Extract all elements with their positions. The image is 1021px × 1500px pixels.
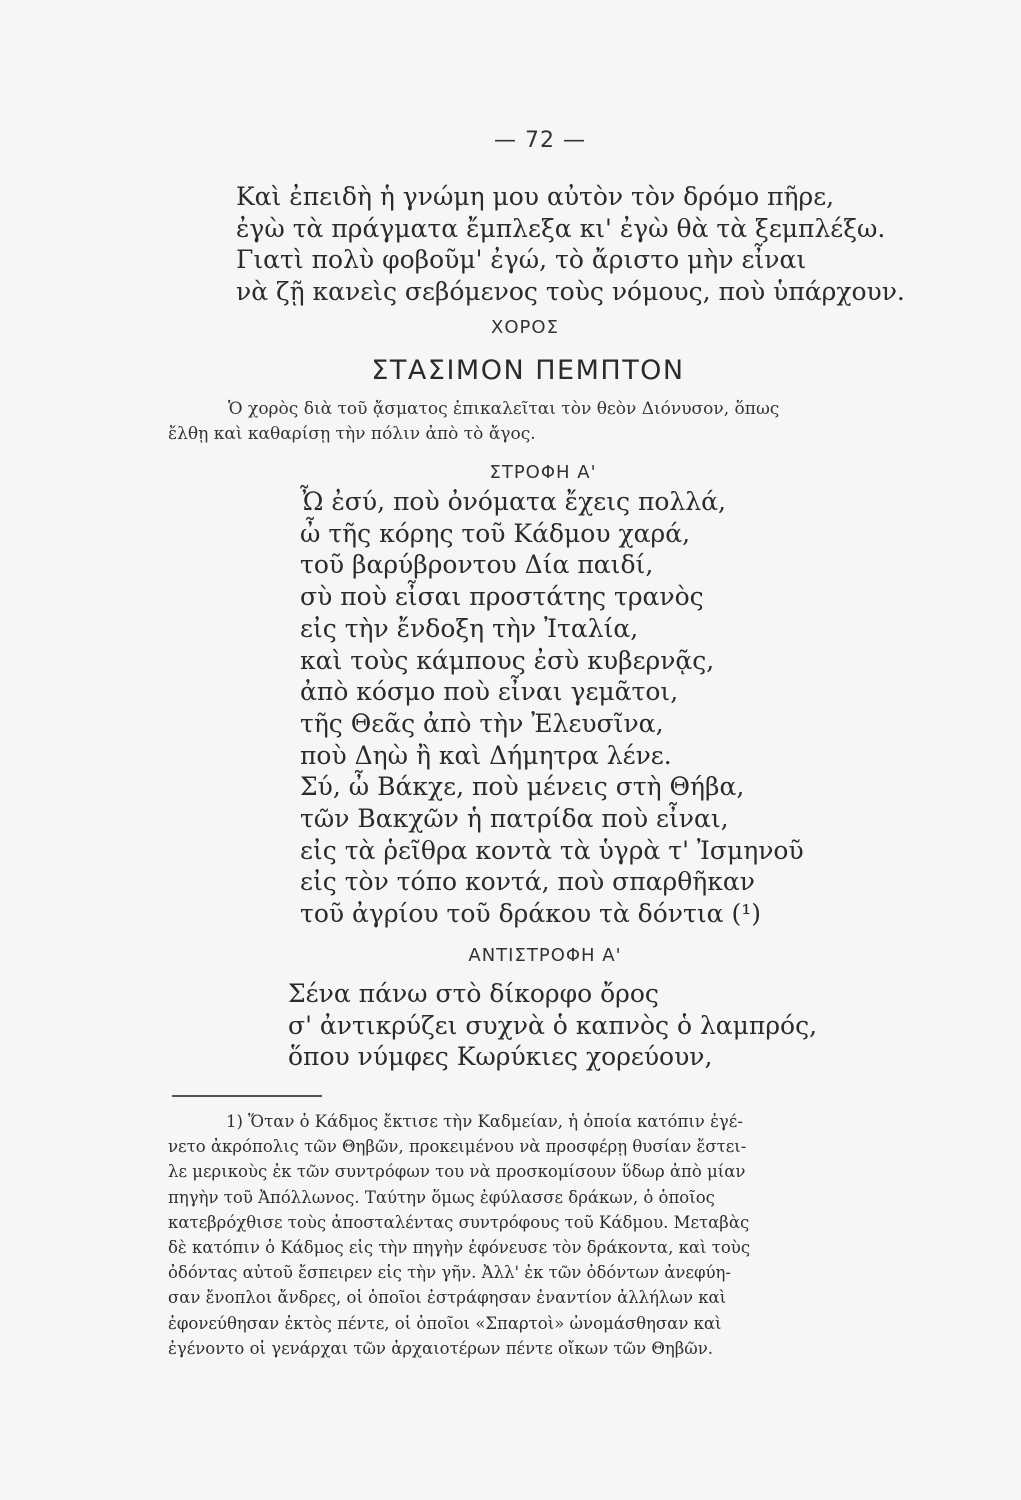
verse-line: Σύ, ὦ Βάκχε, ποὺ μένεις στὴ Θήβα, — [300, 772, 745, 802]
footnote-divider — [172, 1095, 322, 1097]
footnote-line: νετο ἀκρόπολις τῶν Θηβῶν, προκειμένου νὰ προσφέρῃ θυσίαν ἔστει- — [168, 1137, 747, 1157]
antistrophe-heading: ΑΝΤΙΣΤΡΟΦΗ Α' — [468, 945, 622, 966]
verse-line: τοῦ βαρύβροντου Δία παιδί, — [300, 550, 654, 580]
footnote-line: ἐφονεύθησαν ἐκτὸς πέντε, οἱ ὁποῖοι «Σπαρτοὶ» ὠνομάσθησαν καὶ — [168, 1313, 722, 1333]
verse-line: ποὺ Δηὼ ἢ καὶ Δήμητρα λένε. — [300, 740, 672, 770]
footnote — [168, 1109, 880, 1361]
verse-line: εἰς τὰ ῥεῖθρα κοντὰ τὰ ὑγρὰ τ' Ἰσμηνοῦ — [300, 835, 804, 865]
footnote-line: κατεβρόχθισε τοὺς ἀποσταλέντας συντρόφους τοῦ Κάδμου. Μεταβὰς — [168, 1212, 750, 1232]
footnote-line: ὀδόντας αὐτοῦ ἔσπειρεν εἰς τὴν γῆν. Ἀλλ' ἐκ τῶν ὀδόντων ἀνεφύη- — [168, 1263, 731, 1283]
verse-line: εἰς τὸν τόπο κοντά, ποὺ σπαρθῆκαν — [300, 867, 755, 897]
footnote-line: 1) Ὅταν ὁ Κάδμος ἔκτισε τὴν Καδμείαν, ἡ ὁποία κατόπιν ἐγέ- — [226, 1112, 743, 1131]
verse-line: Γιατὶ πολὺ φοβοῦμ' ἐγώ, τὸ ἄριστο μὴν εἶναι — [236, 245, 807, 274]
section-title: ΣΤΑΣΙΜΟΝ ΠΕΜΠΤΟΝ — [371, 355, 685, 386]
strophe-verse — [300, 486, 804, 930]
verse-line: τοῦ ἀγρίου τοῦ δράκου τὰ δόντια (¹) — [300, 899, 761, 929]
verse-line: τῆς Θεᾶς ἀπὸ τὴν Ἐλευσῖνα, — [300, 708, 664, 738]
footnote-line: ἐγένοντο οἱ γενάρχαι τῶν ἀρχαιοτέρων πέντε οἴκων τῶν Θηβῶν. — [168, 1338, 714, 1358]
antistrophe-verse — [288, 978, 817, 1073]
strophe-heading: ΣΤΡΟΦΗ Α' — [489, 462, 597, 483]
verse-line: Σένα πάνω στὸ δίκορφο ὄρος — [288, 979, 659, 1008]
verse-line: νὰ ζῇ κανεὶς σεβόμενος τοὺς νόμους, ποὺ ὑπάρχουν. — [236, 276, 905, 306]
stage-direction-line: ἔλθῃ καὶ καθαρίσῃ τὴν πόλιν ἀπὸ τὸ ἄγος. — [168, 424, 536, 444]
speaker-heading: ΧΟΡΟΣ — [491, 317, 559, 338]
verse-line: ὦ τῆς κόρης τοῦ Κάδμου χαρά, — [300, 518, 691, 548]
verse-line: σ' ἀντικρύζει συχνὰ ὁ καπνὸς ὁ λαμπρός, — [288, 1010, 818, 1040]
verse-line: ὅπου νύμφες Κωρύκιες χορεύουν, — [288, 1042, 713, 1071]
verse-line: ἀπὸ κόσμο ποὺ εἶναι γεμᾶτοι, — [300, 677, 679, 707]
verse-line: Ὦ ἐσύ, ποὺ ὀνόματα ἔχεις πολλά, — [300, 487, 726, 516]
page-number: — 72 — — [494, 128, 586, 153]
footnote-line: πηγὴν τοῦ Ἀπόλλωνος. Ταύτην ὅμως ἐφύλασσε δράκων, ὁ ὁποῖος — [168, 1187, 715, 1207]
opening-verse — [236, 181, 905, 307]
footnote-line: δὲ κατόπιν ὁ Κάδμος εἰς τὴν πηγὴν ἐφόνευσε τὸν δράκοντα, καὶ τοὺς — [168, 1238, 751, 1258]
stage-direction — [168, 397, 908, 447]
verse-line: ἐγὼ τὰ πράγματα ἔμπλεξα κι' ἐγὼ θὰ τὰ ξεμπλέξω. — [236, 213, 886, 243]
footnote-line: σαν ἔνοπλοι ἄνδρες, οἱ ὁποῖοι ἐστράφησαν ἐναντίον ἀλλήλων καὶ — [168, 1288, 727, 1308]
verse-line: τῶν Βακχῶν ἡ πατρίδα ποὺ εἶναι, — [300, 804, 729, 834]
verse-line: σὺ ποὺ εἶσαι προστάτης τρανὸς — [300, 582, 704, 612]
stage-direction-line: Ὁ χορὸς διὰ τοῦ ᾄσματος ἐπικαλεῖται τὸν θεὸν Διόνυσον, ὅπως — [228, 399, 780, 419]
footnote-line: λε μερικοὺς ἐκ τῶν συντρόφων του νὰ προσκομίσουν ὕδωρ ἀπὸ μίαν — [168, 1162, 746, 1182]
verse-line: καὶ τοὺς κάμπους ἐσὺ κυβερνᾷς, — [300, 645, 715, 675]
verse-line: εἰς τὴν ἔνδοξη τὴν Ἰταλία, — [300, 613, 639, 643]
verse-line: Καὶ ἐπειδὴ ἡ γνώμη μου αὐτὸν τὸν δρόμο πῆρε, — [236, 182, 835, 211]
